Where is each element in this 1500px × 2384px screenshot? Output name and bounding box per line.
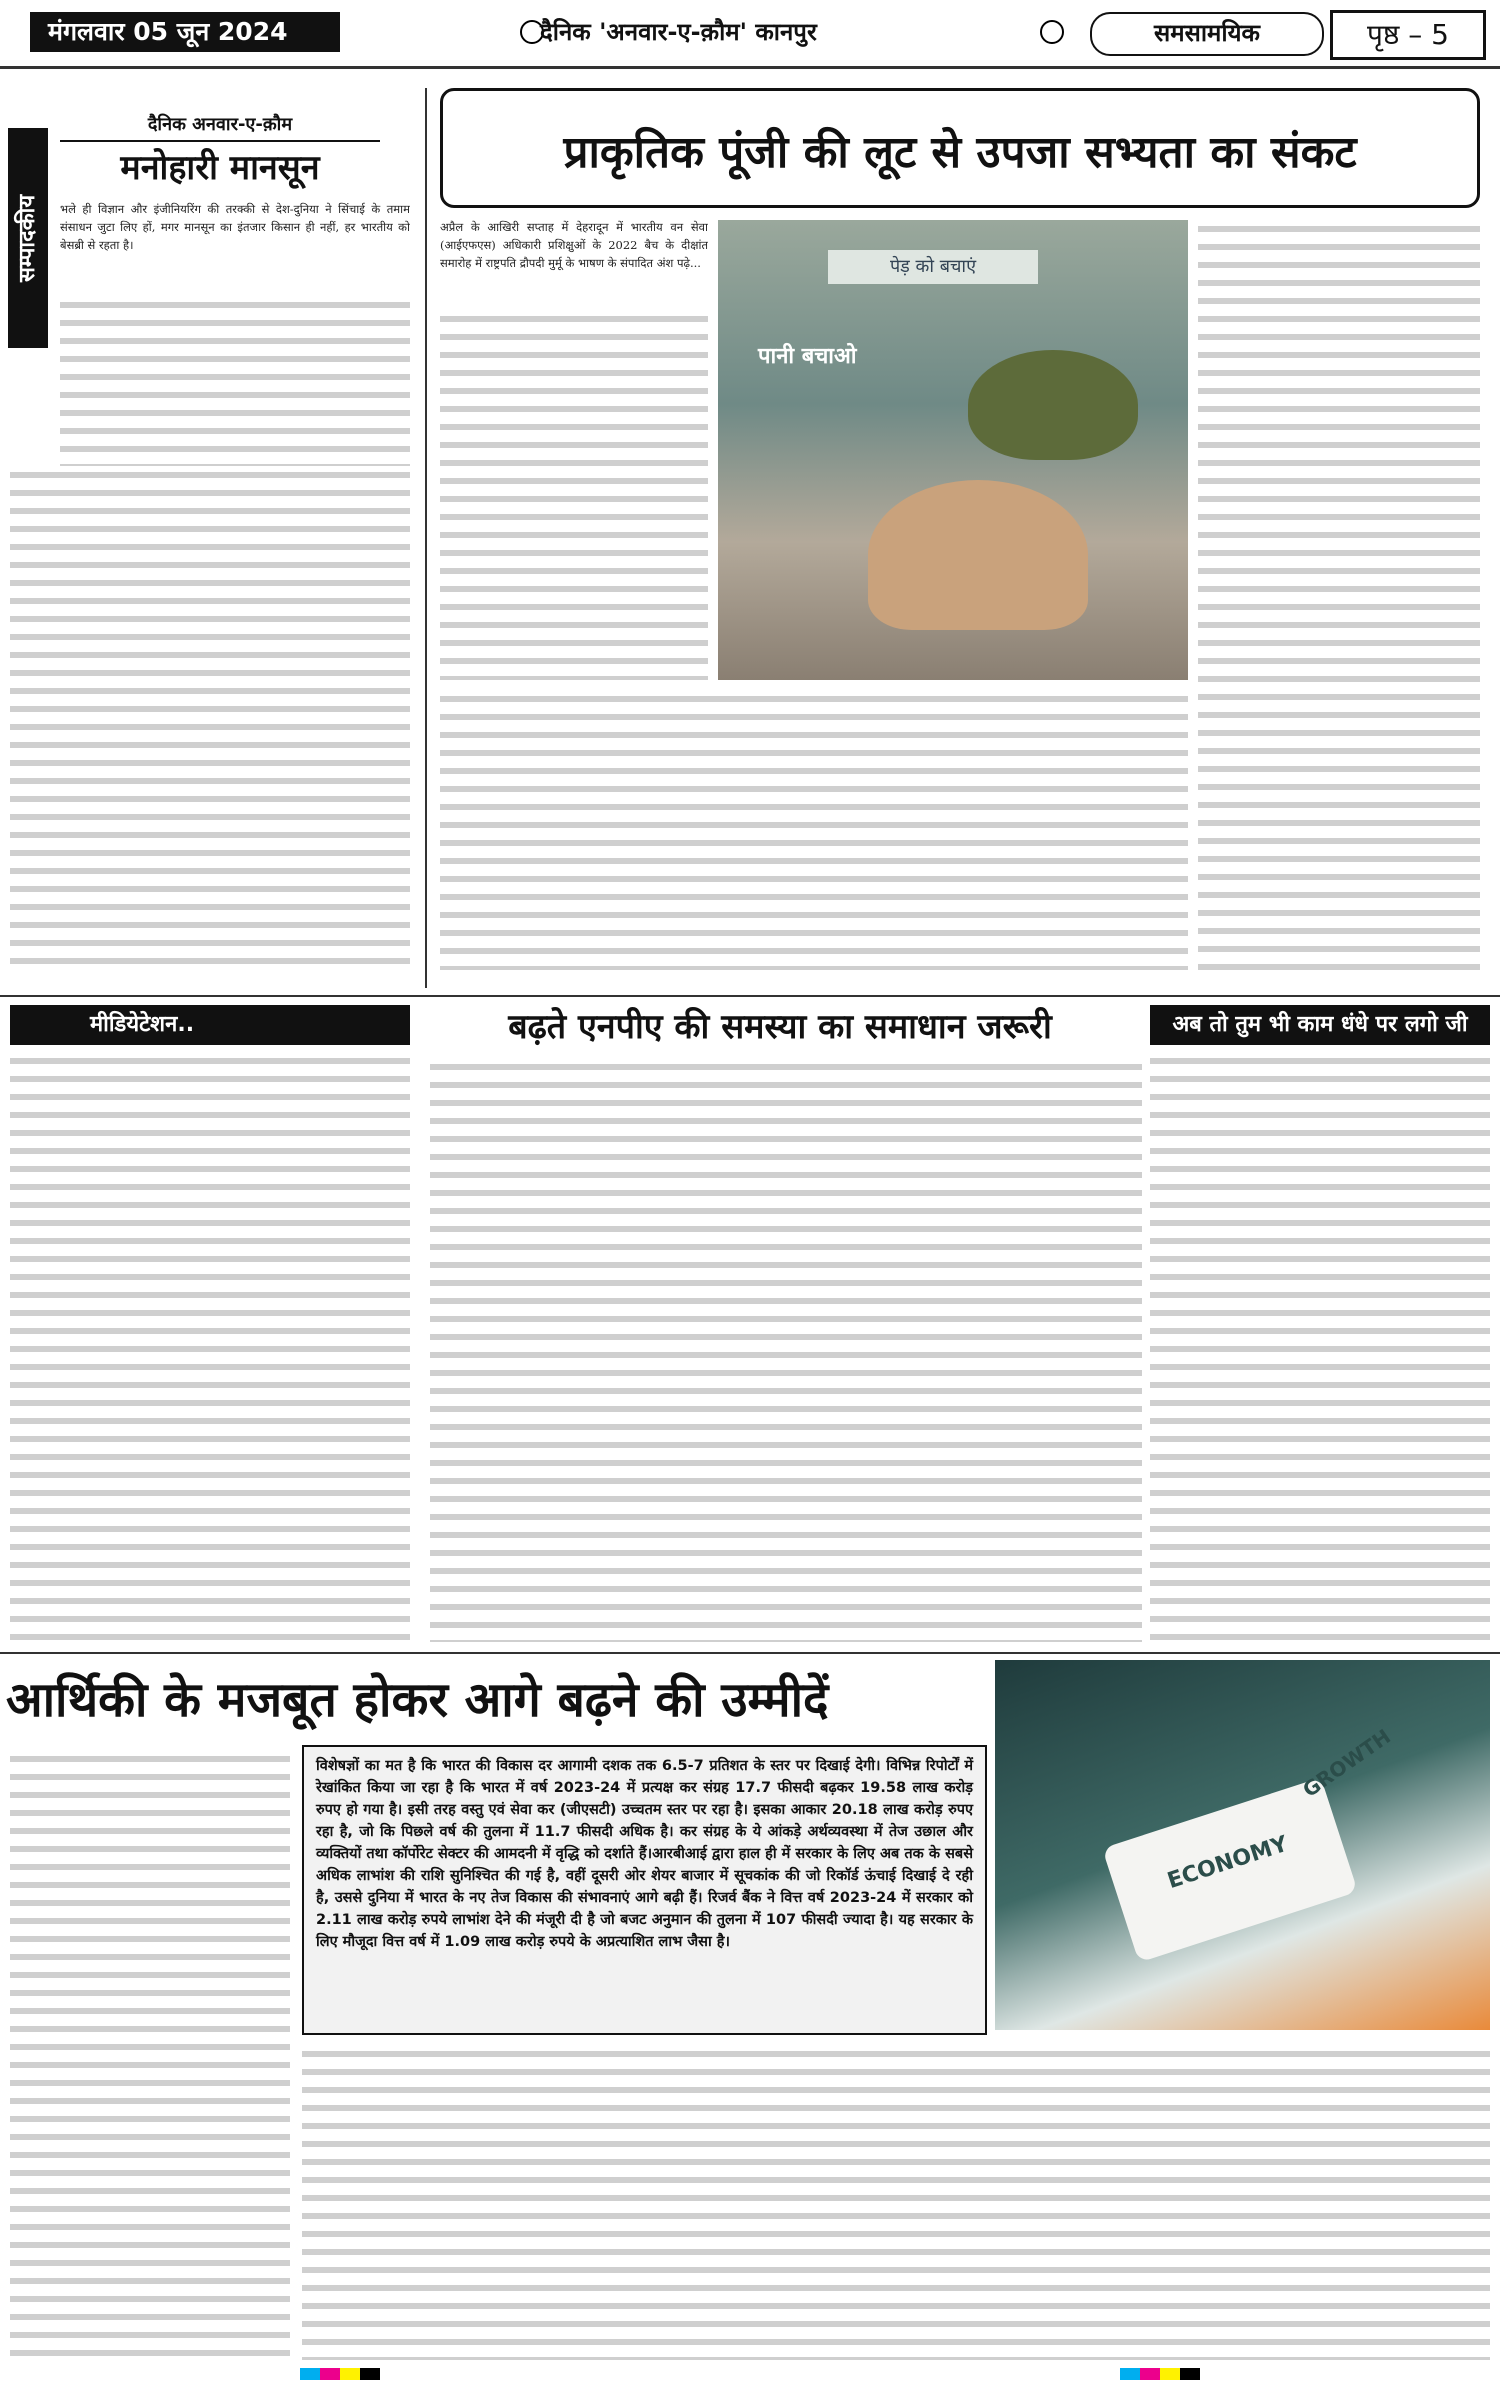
section-rule [0, 995, 1500, 997]
masthead: दैनिक 'अनवार-ए-क़ौम' कानपुर [540, 18, 817, 46]
date-label: मंगलवार 05 जून 2024 [30, 12, 340, 52]
top-story [440, 88, 1490, 988]
puzzle-word-economy: ECONOMY [1164, 1831, 1291, 1895]
top-story-headline: प्राकृतिक पूंजी की लूट से उपजा सभ्यता का संकट [563, 127, 1357, 178]
work-body-text [1150, 1052, 1490, 1642]
top-story-column [1198, 220, 1480, 970]
meditation-body-text [10, 1052, 410, 1642]
editorial-column [0, 88, 427, 988]
bottom-story-headline: आर्थिकी के मजबूत होकर आगे बढ़ने की उम्मीदें [6, 1672, 829, 1728]
npa-body-text [430, 1058, 1142, 1642]
bottom-story-highlight: विशेषज्ञों का मत है कि भारत की विकास दर आगामी दशक तक 6.5-7 प्रतिशत के स्तर पर दिखाई देगी। विभिन्न रिपोर्टों में रेखांकित किया जा रहा है कि भारत में वर्ष 2023-24 में प्रत्यक्ष कर संग्रह 17.7 फीसदी बढ़कर 19.58 लाख करोड़ रुपए हो गया है। इसी तरह वस्तु एवं सेवा कर (जीएसटी) उच्चतम स्तर पर रहा है। इसका आकार 20.18 लाख करोड़ रुपए रहा है, जो कि पिछले वर्ष की तुलना में 11.7 फीसदी अधिक है। कर संग्रह के ये आंकड़े अर्थव्यवस्था में तेज उछाल और व्यक्तियों तथा कॉर्पोरेट सेक्टर की आमदनी में वृद्धि को दर्शाते हैं।आरबीआई द्वारा हाल ही में सरकार के लिए अब तक के सबसे अधिक लाभांश की राशि सुनिश्चित की गई है, वहीं दूसरी ओर शेयर बाजार में सूचकांक की जो रिकॉर्ड ऊंचाई दिखाई दे रही है, उससे दुनिया में भारत के नए तेज विकास की संभावनाएं आगे बढ़ी हैं। रिजर्व बैंक ने वित्त वर्ष 2023-24 में सरकार को 2.11 लाख करोड़ रुपये लाभांश देने की मंजूरी दी है जो बजट अनुमान की तुलना में 107 फीसदी ज्यादा है। यह सरकार के लिए मौजूदा वित्त वर्ष में 1.09 लाख करोड़ रुपये के अप्रत्याशित लाभ जैसा है। [302, 1745, 987, 2035]
registration-mark [1040, 20, 1064, 44]
publication-name: दैनिक अनवार-ए-क़ौम [60, 112, 380, 142]
top-story-column [440, 690, 1188, 970]
top-story-excerpt: अप्रैल के आखिरी सप्ताह में देहरादून में भारतीय वन सेवा (आईएफएस) अधिकारी प्रशिक्षुओं के 2022 बैच के दीक्षांत समारोह में राष्ट्रपति द्रौपदी मुर्मू के भाषण के संपादित अंश पढ़े... [440, 218, 708, 308]
photo-sign: पेड़ को बचाएं [828, 250, 1038, 284]
color-registration-bar [300, 2368, 380, 2380]
section-label: समसामयिक [1090, 12, 1324, 56]
bottom-story-column [10, 1750, 290, 2360]
npa-headline: बढ़ते एनपीए की समस्या का समाधान जरूरी [508, 1007, 1052, 1047]
economy-puzzle-photo [995, 1660, 1490, 2030]
cupped-hands [868, 480, 1088, 630]
editorial-body-text [10, 466, 410, 976]
section-rule [0, 1652, 1500, 1654]
puzzle-word-growth: GROWTH [1298, 1724, 1395, 1802]
bottom-story-body-text [302, 2045, 1490, 2360]
editorial-body-text [60, 296, 410, 466]
tree-pot [968, 350, 1138, 460]
color-registration-bar [1120, 2368, 1200, 2380]
page-number: पृष्ठ – 5 [1330, 10, 1486, 60]
editorial-vertical-label: सम्पादकीय [8, 128, 48, 348]
editorial-title: मनोहारी मानसून [120, 148, 320, 188]
top-story-photo [718, 220, 1188, 680]
editorial-excerpt: भले ही विज्ञान और इंजीनियरिंग की तरक्की से देश-दुनिया ने सिंचाई के तमाम संसाधन जुटा लिए हों, मगर मानसून का इंतजार किसान ही नहीं, हर भारतीय को बेसब्री से रहता है। [60, 202, 410, 252]
meditation-headline: मीडियेटेशन.. [10, 1005, 410, 1045]
header-rule [0, 66, 1500, 69]
photo-caption: पानी बचाओ [758, 344, 857, 369]
work-headline: अब तो तुम भी काम धंधे पर लगो जी [1150, 1005, 1490, 1045]
